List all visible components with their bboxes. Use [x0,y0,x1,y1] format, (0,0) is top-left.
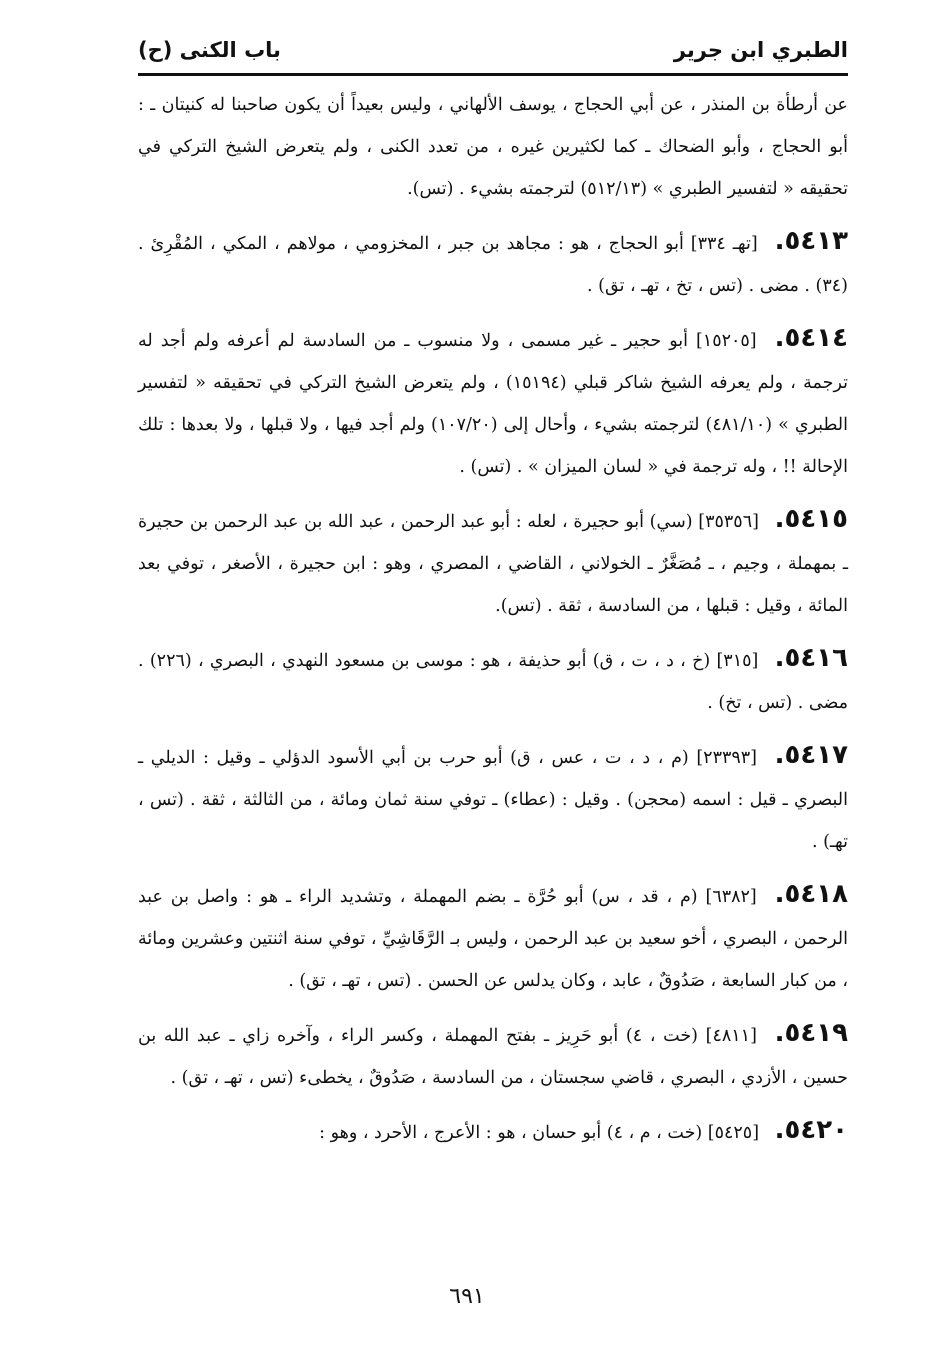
entry-text: [٣١٥] (خ ، د ، ت ، ق) أبو حذيفة ، هو : موسى بن مسعود النهدي ، البصري ، (٢٢٦) . مضى . (تس ، تخ) . [138,651,848,713]
entry-text: [١٥٢٠٥] أبو حجير ـ غير مسمى ، ولا منسوب ـ من السادسة لم أعرفه ولم أجد له ترجمة ، ولم يعرفه الشيخ شاكر قبلي (١٥١٩٤) ، ولم يتعرض الشيخ التركي في تحقيقه « لتفسير الطبري » (٤٨١/١٠) لترجمته بشيء ، وأحال إلى (١٠٧/٢٠) ولم أجد فيها ، ولا قبلها ، ولا بعدها : تلك الإحالة !! ، وله ترجمة في « لسان الميزان » . (تس) . [138,331,849,477]
entry-5417 [138,734,848,863]
entry-number: ٥٤٢٠. [774,1115,848,1145]
page-number: ٦٩١ [449,1284,485,1309]
entry-5420 [138,1109,848,1154]
entry-number: ٥٤١٩. [774,1018,848,1048]
entry-number: ٥٤١٧. [774,740,848,770]
entry-text: [تهـ ٣٣٤] أبو الحجاج ، هو : مجاهد بن جبر ، المخزومي ، مولاهم ، المكي ، المُقْرِئ . (٣٤) . مضى . (تس ، تخ ، تهـ ، تق) . [138,234,848,296]
entry-5419 [138,1012,848,1099]
header-rule [138,73,848,76]
page-body [138,84,848,1164]
entry-number: ٥٤١٦. [774,643,848,673]
entry-text: [٢٣٣٩٣] (م ، د ، ت ، عس ، ق) أبو حرب بن أبي الأسود الدؤلي ـ وقيل : الديلي ـ البصري ـ قيل : اسمه (محجن) . وقيل : (عطاء) ـ توفي سنة ثمان ومائة ، من الثالثة ، ثقة . (تس ، تهـ) . [138,748,848,852]
entry-text: [٣٥٣٥٦] (سي) أبو حجيرة ، لعله : أبو عبد الرحمن ، عبد الله بن عبد الرحمن بن حجيرة ـ بمهملة ، وجيم ، ـ مُصَغَّرٌ ـ الخولاني ، القاضي ، المصري ، وهو : ابن حجيرة ، الأصغر ، توفي بعد المائة ، وقيل : قبلها ، من السادسة ، ثقة . (تس). [138,512,848,616]
entry-text: [٦٣٨٢] (م ، قد ، س) أبو حُرَّة ـ بضم المهملة ، وتشديد الراء ـ هو : واصل بن عبد الرحمن ، البصري ، أخو سعيد بن عبد الرحمن ، وليس بـ الرَّقَاشِيِّ ، توفي سنة اثنتين وعشرين ومائة ، من كبار السابعة ، صَدُوقٌ ، عابد ، وكان يدلس عن الحسن . (تس ، تهـ ، تق) . [138,887,848,991]
entry-5418 [138,873,848,1002]
entry-number: ٥٤١٤. [774,323,848,353]
book-title: الطبري ابن جرير [673,38,848,62]
entry-text: [٤٨١١] (خت ، ٤) أبو حَرِيز ـ بفتح المهملة ، وكسر الراء ، وآخره زاي ـ عبد الله بن حسين ، الأزدي ، البصري ، قاضي سجستان ، من السادسة ، صَدُوقٌ ، يخطىء (تس ، تهـ ، تق) . [138,1026,848,1088]
section-title: باب الكنى (ح) [138,38,281,62]
entry-5413 [138,220,848,307]
entry-number: ٥٤١٣. [774,226,848,256]
running-header [138,30,848,70]
entry-number: ٥٤١٨. [774,879,848,909]
entry-text: [٥٤٢٥] (خت ، م ، ٤) أبو حسان ، هو : الأعرج ، الأحرد ، وهو : [319,1123,760,1143]
continuation-paragraph [138,84,848,210]
paragraph-text: عن أرطأة بن المنذر ، عن أبي الحجاج ، يوسف الألهاني ، وليس بعيداً أن يكون صاحبنا له كنيتان ـ : أبو الحجاج ، وأبو الضحاك ـ كما لكثيرين غيره ، من تعدد الكنى ، ولم يتعرض الشيخ التركي في تحقيقه « لتفسير الطبري » (٥١٢/١٣) لترجمته بشيء . (تس). [138,95,848,199]
entry-number: ٥٤١٥. [774,504,848,534]
entry-5414 [138,317,848,488]
entry-5416 [138,637,848,724]
entry-5415 [138,498,848,627]
